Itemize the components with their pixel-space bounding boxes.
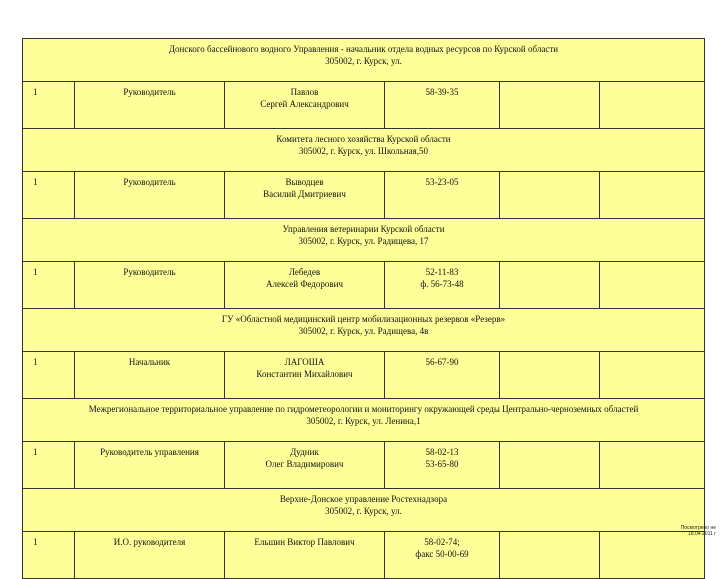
org-header xyxy=(23,399,705,442)
org-address: 305002, г. Курск, ул. xyxy=(325,56,402,66)
name-cell xyxy=(225,172,385,219)
empty-cell xyxy=(500,172,600,219)
empty-cell xyxy=(600,172,705,219)
org-name: Донского бассейнового водного Управления - начальник отдела водных ресурсов по Курской области xyxy=(168,44,559,54)
position-cell: Руководитель xyxy=(75,262,225,309)
position-cell: Руководитель xyxy=(75,82,225,129)
footer-note xyxy=(681,525,716,537)
empty-cell xyxy=(500,352,600,399)
table-row xyxy=(23,532,705,579)
table-row xyxy=(23,172,705,219)
footer-line: Посмотрено не xyxy=(680,525,716,531)
org-name: Межрегиональное территориальное управление по гидрометеорологии и мониторингу окружающей среды Центрально-черноземных областей xyxy=(88,404,639,414)
name-cell xyxy=(225,352,385,399)
name-cell xyxy=(225,532,385,579)
empty-cell xyxy=(600,442,705,489)
org-header-row xyxy=(23,309,705,352)
org-header xyxy=(23,129,705,172)
empty-cell xyxy=(600,82,705,129)
given-names: Константин Михайлович xyxy=(256,369,353,379)
phone-cell xyxy=(385,352,500,399)
contacts-table xyxy=(22,38,705,579)
row-number: 1 xyxy=(23,82,75,129)
table-row xyxy=(23,262,705,309)
empty-cell xyxy=(500,262,600,309)
phone-primary: 56-67-90 xyxy=(425,357,459,367)
phone-cell xyxy=(385,82,500,129)
phone-primary: 53-23-05 xyxy=(425,177,459,187)
org-header xyxy=(23,309,705,352)
name-cell xyxy=(225,262,385,309)
org-name: Комитета лесного хозяйства Курской области xyxy=(276,134,451,144)
phone-primary: 52-11-83 xyxy=(425,267,459,277)
phone-primary: 58-02-13 xyxy=(425,447,459,457)
position-cell: Руководитель управления xyxy=(75,442,225,489)
name-cell xyxy=(225,442,385,489)
position-cell: Начальник xyxy=(75,352,225,399)
org-header-row xyxy=(23,219,705,262)
surname: Выводцев xyxy=(285,177,324,187)
org-address: 305002, г. Курск, ул. Школьная,50 xyxy=(298,146,429,156)
org-name: Управления ветеринарии Курской области xyxy=(282,224,445,234)
surname: Павлов xyxy=(290,87,319,97)
org-address: 305002, г. Курск, ул. Ленина,1 xyxy=(306,416,421,426)
row-number: 1 xyxy=(23,172,75,219)
position-cell: Руководитель xyxy=(75,172,225,219)
phone-primary: 58-39-35 xyxy=(425,87,459,97)
org-header-row xyxy=(23,39,705,82)
org-header xyxy=(23,219,705,262)
empty-cell xyxy=(500,532,600,579)
phone-cell xyxy=(385,262,500,309)
footer-date: 18.04.2011 г xyxy=(688,531,716,537)
phone-secondary: 53-65-80 xyxy=(425,459,459,469)
name-cell xyxy=(225,82,385,129)
org-header xyxy=(23,489,705,532)
surname: Дудник xyxy=(290,447,319,457)
phone-cell xyxy=(385,172,500,219)
org-header xyxy=(23,39,705,82)
org-header-row xyxy=(23,489,705,532)
surname: ЛАГОША xyxy=(284,357,325,367)
empty-cell xyxy=(600,532,705,579)
row-number: 1 xyxy=(23,442,75,489)
org-address: 305002, г. Курск, ул. xyxy=(325,506,402,516)
org-address: 305002, г. Курск, ул. Радищева, 4в xyxy=(298,326,429,336)
table-row xyxy=(23,82,705,129)
org-name: ГУ «Областной медицинский центр мобилизационных резервов «Резерв» xyxy=(221,314,506,324)
full-name: Ельшин Виктор Павлович xyxy=(254,537,355,547)
row-number: 1 xyxy=(23,352,75,399)
empty-cell xyxy=(500,82,600,129)
empty-cell xyxy=(600,352,705,399)
org-address: 305002, г. Курск, ул. Радищева, 17 xyxy=(298,236,429,246)
phone-primary: 58-02-74; xyxy=(424,537,460,547)
phone-secondary: факс 50-00-69 xyxy=(415,549,469,559)
phone-cell xyxy=(385,532,500,579)
org-header-row xyxy=(23,399,705,442)
phone-cell xyxy=(385,442,500,489)
row-number: 1 xyxy=(23,262,75,309)
position-cell: И.О. руководителя xyxy=(75,532,225,579)
org-name: Верхне-Донское управление Ростехнадзора xyxy=(279,494,448,504)
row-number: 1 xyxy=(23,532,75,579)
given-names: Василий Дмитриевич xyxy=(263,189,346,199)
given-names: Олег Владимирович xyxy=(265,459,344,469)
org-header-row xyxy=(23,129,705,172)
empty-cell xyxy=(600,262,705,309)
phone-secondary: ф. 56-73-48 xyxy=(420,279,464,289)
surname: Лебедев xyxy=(288,267,321,277)
given-names: Алексей Федорович xyxy=(266,279,343,289)
table-row xyxy=(23,442,705,489)
table-row xyxy=(23,352,705,399)
empty-cell xyxy=(500,442,600,489)
given-names: Сергей Александрович xyxy=(260,99,349,109)
